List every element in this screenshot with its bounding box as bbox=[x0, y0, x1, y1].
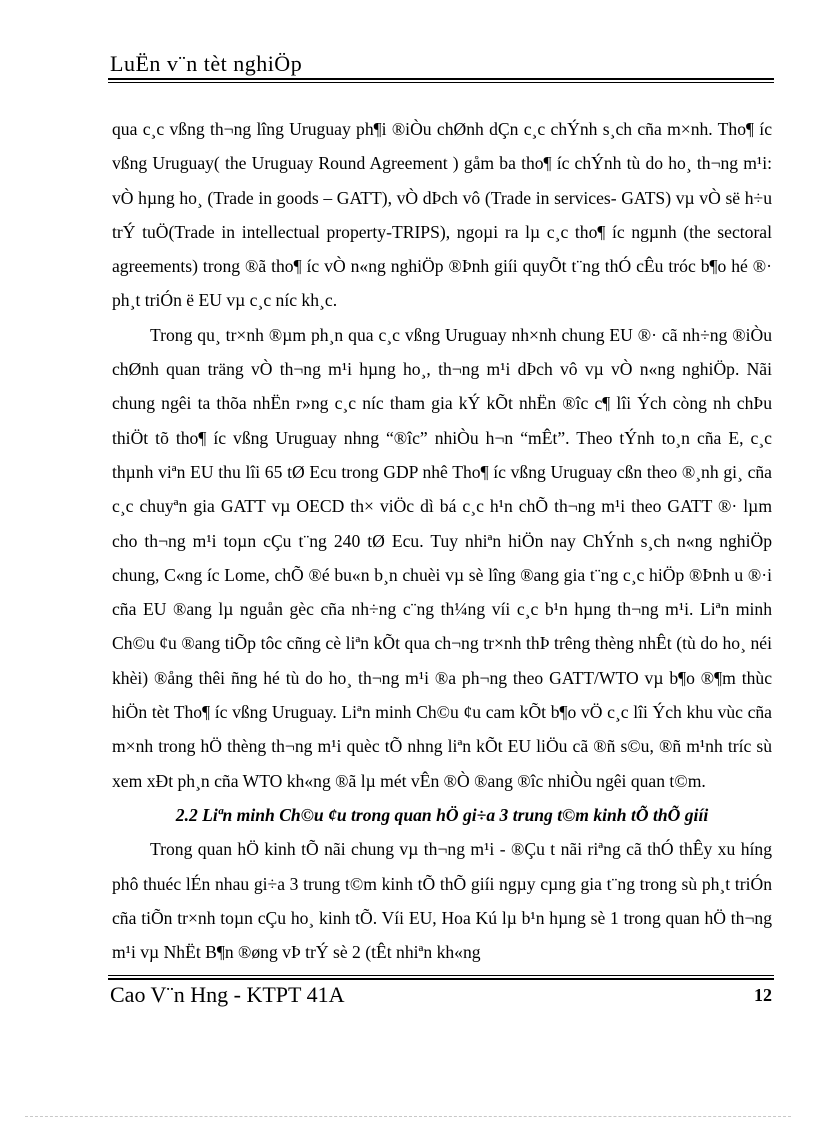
paragraph-1: qua c¸c vßng th¬ng lîng Uruguay ph¶i ®iÒu chØnh dÇn c¸c chÝnh s¸ch cña m×nh. Tho¶ íc vßng Uruguay( the Uruguay Round Agreement ) gåm ba tho¶ íc chÝnh tù do ho¸ th¬ng m¹i: vÒ hµng ho¸ (Trade in goods – GATT), vÒ dÞch vô (Trade in services- GATS) vµ vÒ së h÷u trÝ tuÖ(Trade in intellectual property-TRIPS), ngoµi ra lµ c¸c tho¶ íc ngµnh (the sectoral agreements) trong ®ã tho¶ íc vÒ n«ng nghiÖp ®Þnh giíi quyÕt t¨ng thÓ cÊu tróc b¶o hé ®· ph¸t triÓn ë EU vµ c¸c níc kh¸c. bbox=[112, 119, 772, 311]
running-header: LuËn v¨n tèt nghiÖp bbox=[110, 51, 303, 76]
paragraph-2: Trong qu¸ tr×nh ®µm ph¸n qua c¸c vßng Uruguay nh×nh chung EU ®· cã nh÷ng ®iÒu chØnh quan träng vÒ th¬ng m¹i hµng ho¸, th¬ng m¹i dÞch vô vµ vÒ n«ng nghiÖp. Nãi chung ngêi ta thõa nhËn r»ng c¸c níc tham gia kÝ kÕt nhËn ®îc c¶ lîi Ých còng nh chÞu thiÖt tõ tho¶ íc vßng Uruguay nhng “®îc” nhiÒu h¬n “mÊt”. Theo tÝnh to¸n cña E, c¸c thµnh viªn EU thu lîi 65 tØ Ecu trong GDP nhê Tho¶ íc vßng Uruguay cßn theo ®¸nh gi¸ cña c¸c chuyªn gia GATT vµ OECD th× viÖc dì bá c¸c h¹n chÕ th¬ng m¹i theo GATT ®· lµm cho th¬ng m¹i toµn cÇu t¨ng 240 tØ Ecu. Tuy nhiªn hiÖn nay ChÝnh s¸ch n«ng nghiÖp chung, C«ng íc Lome, chÕ ®é bu«n b¸n chuèi vµ sè lîng ®ang gia t¨ng c¸c hiÖp ®Þnh u ®·i cña EU ®ang lµ nguån gèc cña nh÷ng c¨ng th¼ng víi c¸c b¹n hµng th¬ng m¹i. Liªn minh Ch©u ¢u ®ang tiÕp tôc cñng cè liªn kÕt qua ch¬ng tr×nh thÞ trêng thèng nhÊt (tù do ho¸ néi khèi) ®ång thêi ñng hé tù do ho¸ th¬ng m¹i ®a ph¬ng theo GATT/WTO vµ b¶o ®¶m thùc hiÖn tèt Tho¶ íc vßng Uruguay. Liªn minh Ch©u ¢u cam kÕt b¶o vÖ c¸c lîi Ých khu vùc cña m×nh trong hÖ thèng th¬ng m¹i quèc tÕ nhng liªn kÕt EU liÖu cã ®ñ s©u, ®ñ m¹nh tríc sù xem xÐt ph¸n cña WTO kh«ng ®ã lµ mét vÊn ®Ò ®ang ®îc nhiÒu ngêi quan t©m. bbox=[112, 324, 772, 791]
page-break-line bbox=[25, 1116, 791, 1117]
header-rule-thin bbox=[108, 82, 774, 83]
body-text bbox=[112, 112, 772, 969]
paragraph-3: Trong quan hÖ kinh tÕ nãi chung vµ th¬ng m¹i - ®Çu t nãi riªng cã thÓ thÊy xu híng phô thuéc lÉn nhau gi÷a 3 trung t©m kinh tÕ thÕ giíi ngµy cµng gia t¨ng trong sù ph¸t triÓn cña tiÕn tr×nh toµn cÇu ho¸ kinh tÕ. Víi EU, Hoa Kú lµ b¹n hµng sè 1 trong quan hÖ th¬ng m¹i vµ NhËt B¶n ®øng vÞ trÝ sè 2 (tÊt nhiªn kh«ng bbox=[112, 839, 772, 963]
header-rule bbox=[108, 78, 774, 80]
section-heading: 2.2 Liªn minh Ch©u ¢u trong quan hÖ gi÷a 3 trung t©m kinh tÕ thÕ giíi bbox=[175, 804, 709, 825]
page-number: 12 bbox=[754, 985, 772, 1005]
running-footer: Cao V¨n Hng - KTPT 41A bbox=[110, 982, 345, 1007]
footer-rule bbox=[108, 975, 774, 976]
footer-rule-thick bbox=[108, 978, 774, 980]
